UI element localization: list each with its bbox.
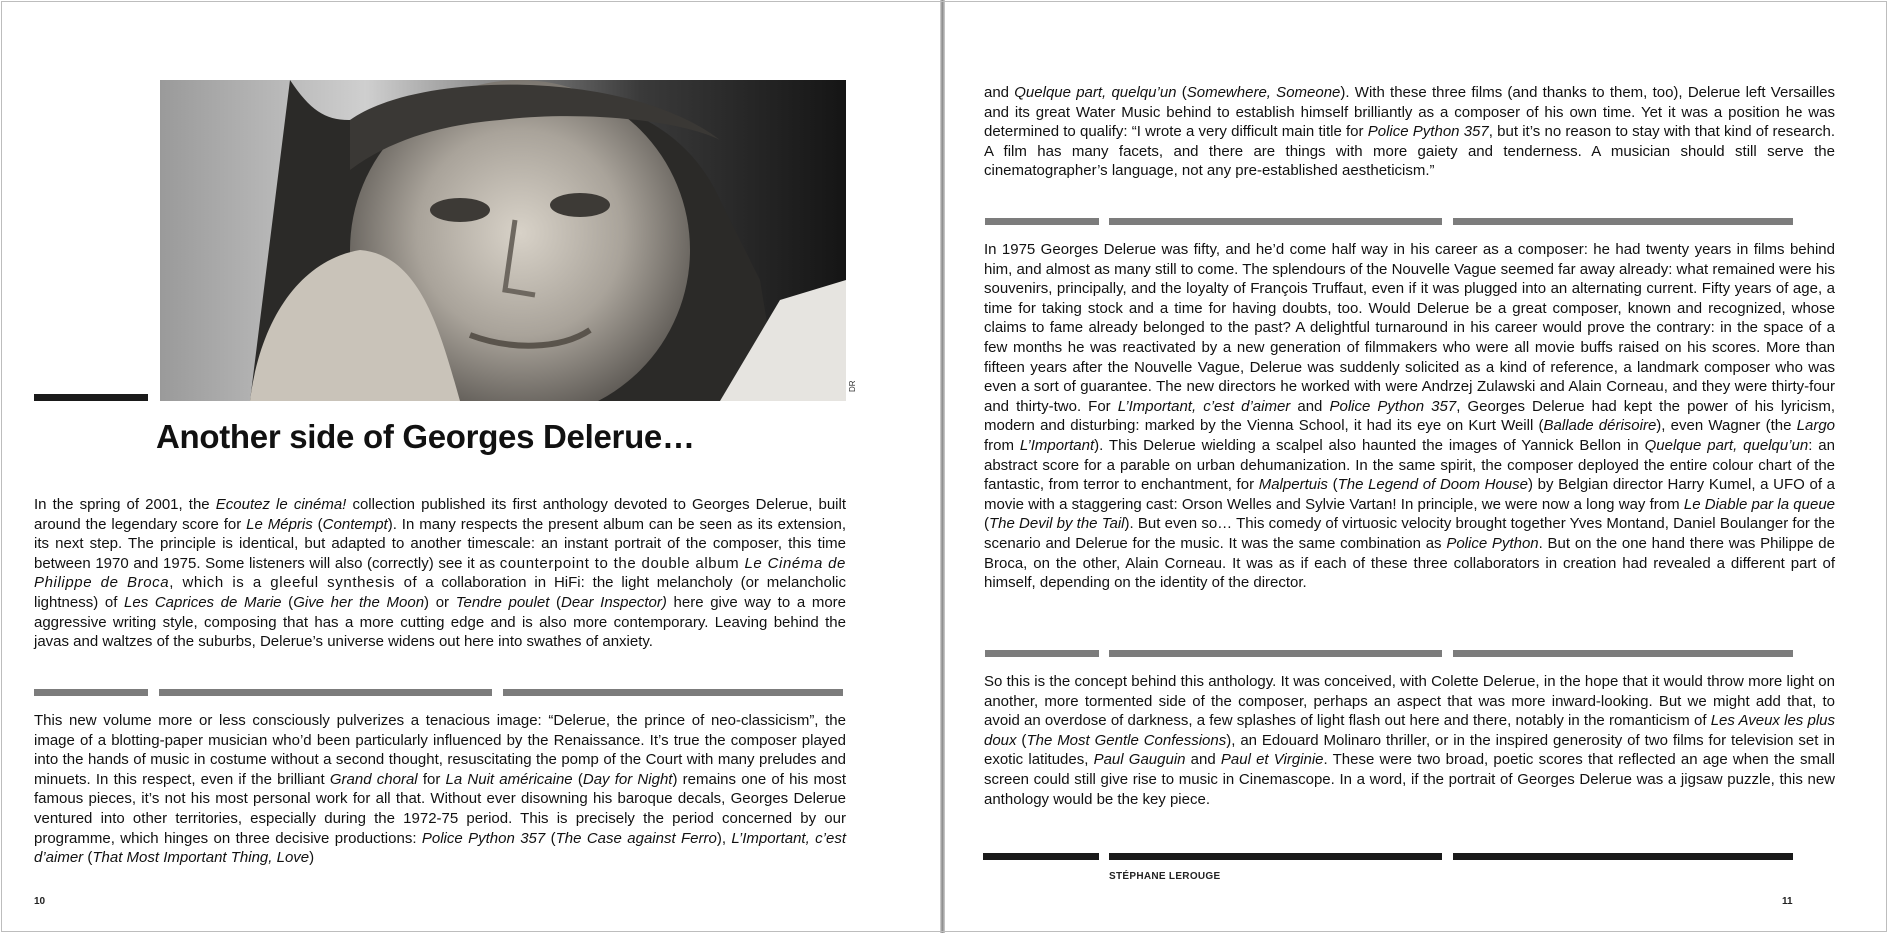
- page-title: Another side of Georges Delerue…: [156, 418, 695, 455]
- title-rule: [34, 394, 148, 401]
- left-page: [0, 0, 940, 933]
- signature-rule-a: [983, 853, 1099, 860]
- section-divider-right-2a: [985, 650, 1099, 657]
- section-divider-left-b: [159, 689, 492, 696]
- right-paragraph-3: So this is the concept behind this anthology. It was conceived, with Colette Delerue, in the hope that it would throw more light on another, more tormented side of the composer, perhaps an aspect that was more inward-looking. But we might add that, to avoid an overdose of darkness, a few splashes of light flash out here and there, notably in the romanticism of Les Aveux les plus doux (The Most Gentle Confessions), an Edouard Molinaro thriller, or in the inspired generosity of two films for television set in exotic latitudes, Paul Gauguin and Paul et Virginie. These were two broad, poetic scores that reflected an age when the small screen could still give rise to music in Cinemascope. In a word, if the portrait of Georges Delerue was a jigsaw puzzle, this new anthology would be the key piece.: [984, 673, 1835, 808]
- section-divider-right-1b: [1109, 218, 1442, 225]
- right-page: [945, 0, 1888, 933]
- section-divider-left-a: [34, 689, 148, 696]
- section-divider-right-2c: [1453, 650, 1793, 657]
- section-divider-right-1a: [985, 218, 1099, 225]
- photo-credit: DR: [848, 380, 857, 392]
- signature-rule-c: [1453, 853, 1793, 860]
- page-number-right: 11: [1782, 896, 1793, 907]
- page-number-left: 10: [34, 896, 46, 907]
- right-paragraph-1: and Quelque part, quelqu’un (Somewhere, Someone). With these three films (and thanks to them, too), Delerue left Versailles and its great Water Music behind to establish himself brilliantly as a composer of his own time. Yet it was a position he was determined to qualify: “I wrote a very difficult main title for Police Python 357, but it’s no reason to stay with that kind of research. A film has many facets, and there are things with more gaiety and tenderness. A musician should still serve the cinematographer’s language, not any pre-established aestheticism.”: [984, 84, 1836, 180]
- left-paragraph-1: In the spring of 2001, the Ecoutez le cinéma! collection published its first anthology devoted to Georges Delerue, built around the legendary score for Le Mépris (Contempt). In many respects the present album can be seen as its extension, its next step. The principle is identical, but adapted to another timescale: an instant portrait of the composer, this time between 1970 and 1975. Some listeners will also (correctly) see it as counterpoint to the double album Le Cinéma de Philippe de Broca, which is a gleeful synthesis of a collaboration in HiFi: the light melancholy (or melancholic lightness) of Les Caprices de Marie (Give her the Moon) or Tendre poulet (Dear Inspector) here give way to a more aggressive writing style, composing that has a more cutting edge and is also more contemporary. Leaving behind the javas and waltzes of the suburbs, Delerue’s universe widens out here into swathes of anxiety.: [34, 496, 847, 651]
- portrait-photo: [160, 80, 846, 401]
- signature-rule-b: [1109, 853, 1442, 860]
- author-byline: STÉPHANE LEROUGE: [1109, 871, 1221, 882]
- section-divider-left-c: [503, 689, 843, 696]
- portrait-illustration: [160, 80, 846, 401]
- section-divider-right-1c: [1453, 218, 1793, 225]
- section-divider-right-2b: [1109, 650, 1442, 657]
- left-paragraph-2: This new volume more or less consciously pulverizes a tenacious image: “Delerue, the prince of neo-classicism”, the image of a blotting-paper musician who’d been particularly influenced by the Renaissance. It’s true the composer played into the hands of music in costume without a second thought, resuscitating the pomp of the Court with many preludes and minuets. In this respect, even if the brilliant Grand choral for La Nuit américaine (Day for Night) remains one of his most famous pieces, it’s not his most personal work for all that. Without ever disowning his baroque decals, Georges Delerue ventured into other territories, especially during the 1972-75 period. This is precisely the period concerned by our programme, which hinges on three decisive productions: Police Python 357 (The Case against Ferro), L’Important, c’est d’aimer (That Most Important Thing, Love): [34, 712, 846, 867]
- right-paragraph-2: In 1975 Georges Delerue was fifty, and he’d come half way in his career as a composer: he had twenty years in films behind him, and almost as many still to come. The splendours of the Nouvelle Vague seemed far away already: what remained were his souvenirs, principally, and the loyalty of François Truffaut, even if it was plugged into an alternating current. Fifty years of age, a time for taking stock and a time for having doubts, too. Would Delerue be a great composer, known and recognized, whose claims to fame already belonged to the past? A delightful turnaround in his career would prove the contrary: in the space of a few months he was reactivated by a new generation of filmmakers who were all movie buffs raised on his scores. More than fifteen years after the Nouvelle Vague, Delerue was suddenly solicited as a kind of reference, a landmark composer who was even a sort of guarantee. The new directors he worked with were Andrzej Zulawski and Alain Corneau, and they were thirty-four and thirty-two. For L’Important, c’est d’aimer and Police Python 357, Georges Delerue had kept the power of his lyricism, modern and disturbing: marked by the Vienna School, it had its eye on Kurt Weill (Ballade dérisoire), even Wagner (the Largo from L’Important). This Delerue wielding a scalpel also haunted the images of Yannick Bellon in Quelque part, quelqu’un: an abstract score for a parable on urban dehumanization. In the same spirit, the composer deployed the entire colour chart of the fantastic, from terror to enchantment, for Malpertuis (The Legend of Doom House) by Belgian director Harry Kumel, a UFO of a movie with a staggering cast: Orson Welles and Sylvie Vartan! In principle, we were now a long way from Le Diable par la queue (The Devil by the Tail). But even so… This comedy of virtuosic velocity brought together Yves Montand, Daniel Boulanger for the scenario and Delerue for the music. It was the same combination as Police Python. But on the one hand there was Philippe de Broca, on the other, Alain Corneau. It was as if each of these three collaborators in creation had revealed a different part of himself, depending on the identity of the director.: [984, 241, 1836, 592]
